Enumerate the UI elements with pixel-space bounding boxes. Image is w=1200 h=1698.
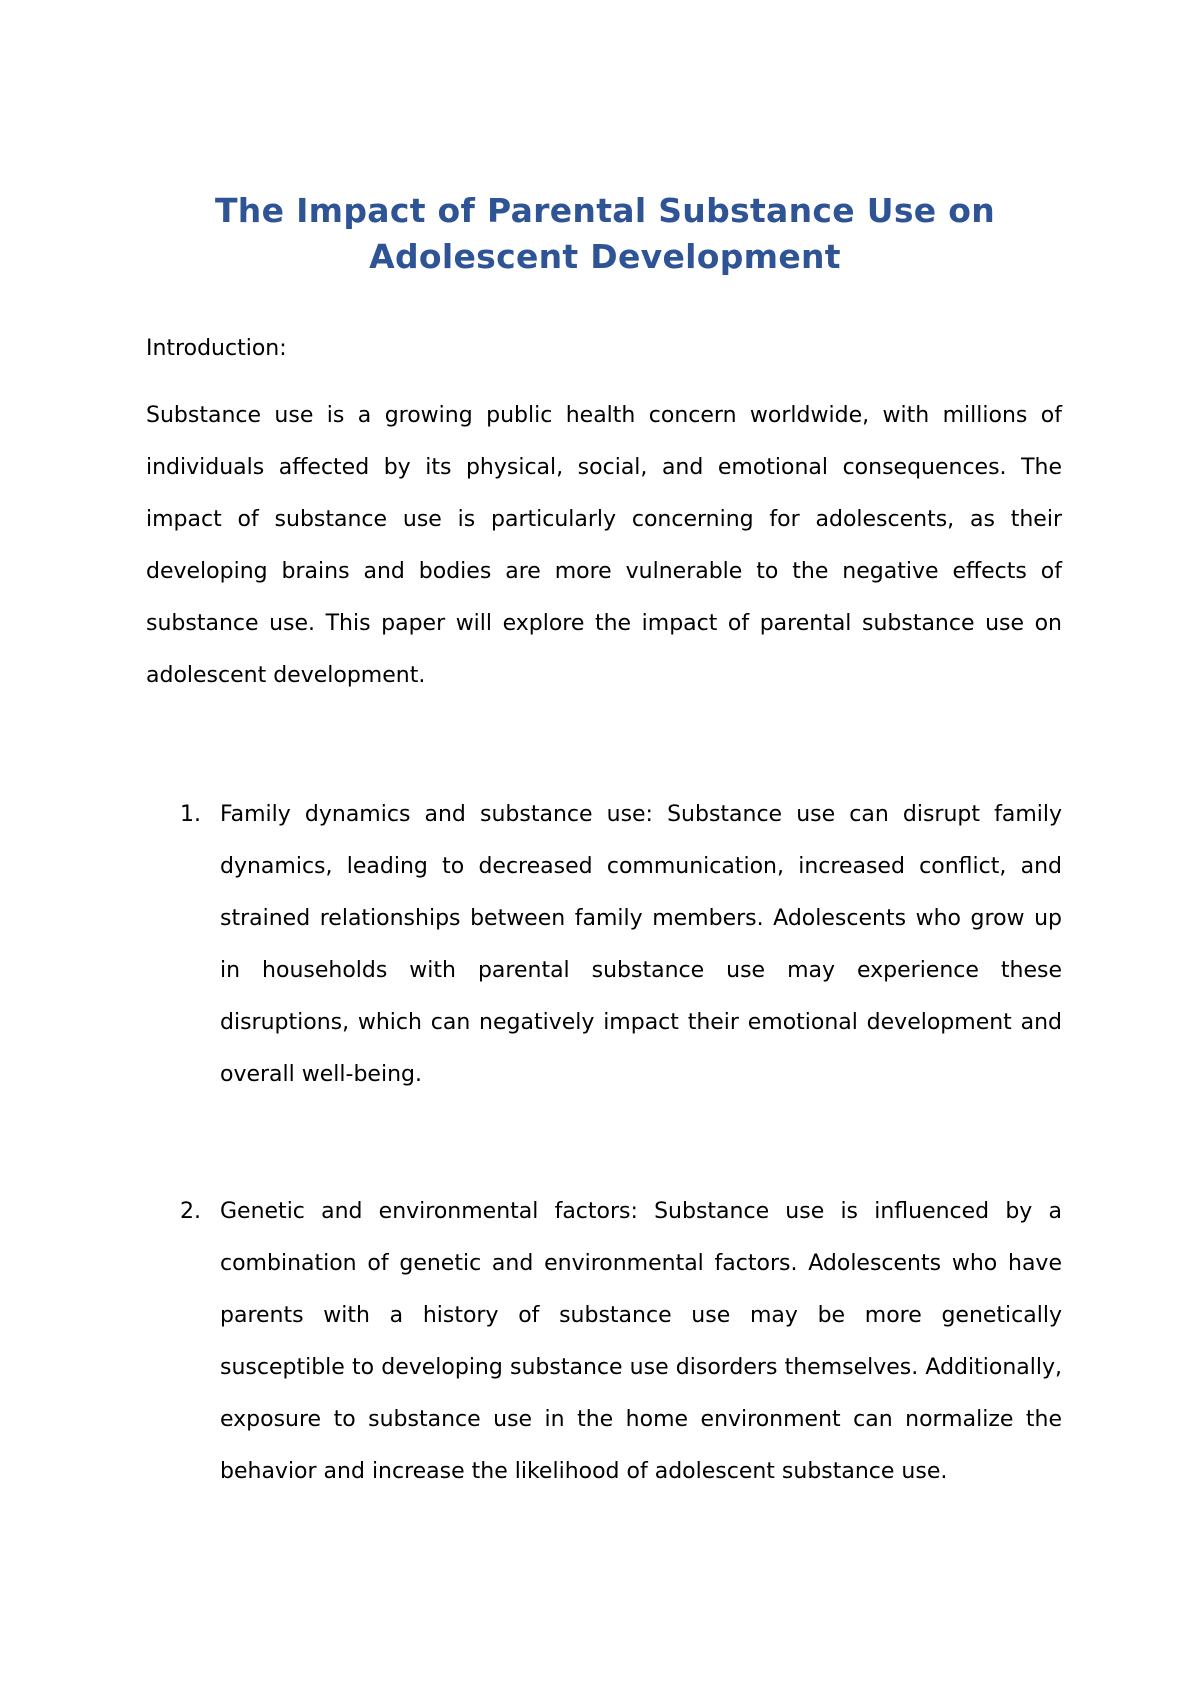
list-item-number: 1. [180, 802, 201, 827]
list-item-text: Family dynamics and substance use: Substance use can disrupt family dynamics, leading to decreased communication, increased conflict, and strained relationships between family members. Adolescents who grow up in households with parental substance use may experience these disruptions, which can negatively impact their emotional development and overall well-being. [220, 802, 1062, 1087]
list-item [168, 789, 1062, 1101]
list-item-text: Genetic and environmental factors: Substance use is influenced by a combination of genetic and environmental factors. Adolescents who have parents with a history of substance use may be more genetically susceptible to developing substance use disorders themselves. Additionally, exposure to substance use in the home environment can normalize the behavior and increase the likelihood of adolescent substance use. [220, 1199, 1062, 1484]
section-label-introduction: Introduction: [146, 336, 287, 361]
list-item-number: 2. [180, 1199, 201, 1224]
page-title: The Impact of Parental Substance Use on Adolescent Development [215, 191, 995, 277]
intro-paragraph: Substance use is a growing public health concern worldwide, with millions of individuals affected by its physical, social, and emotional consequences. The impact of substance use is particularly concerning for adolescents, as their developing brains and bodies are more vulnerable to the negative effects of substance use. This paper will explore the impact of parental substance use on adolescent development. [146, 403, 1062, 688]
list-item [168, 1186, 1062, 1498]
